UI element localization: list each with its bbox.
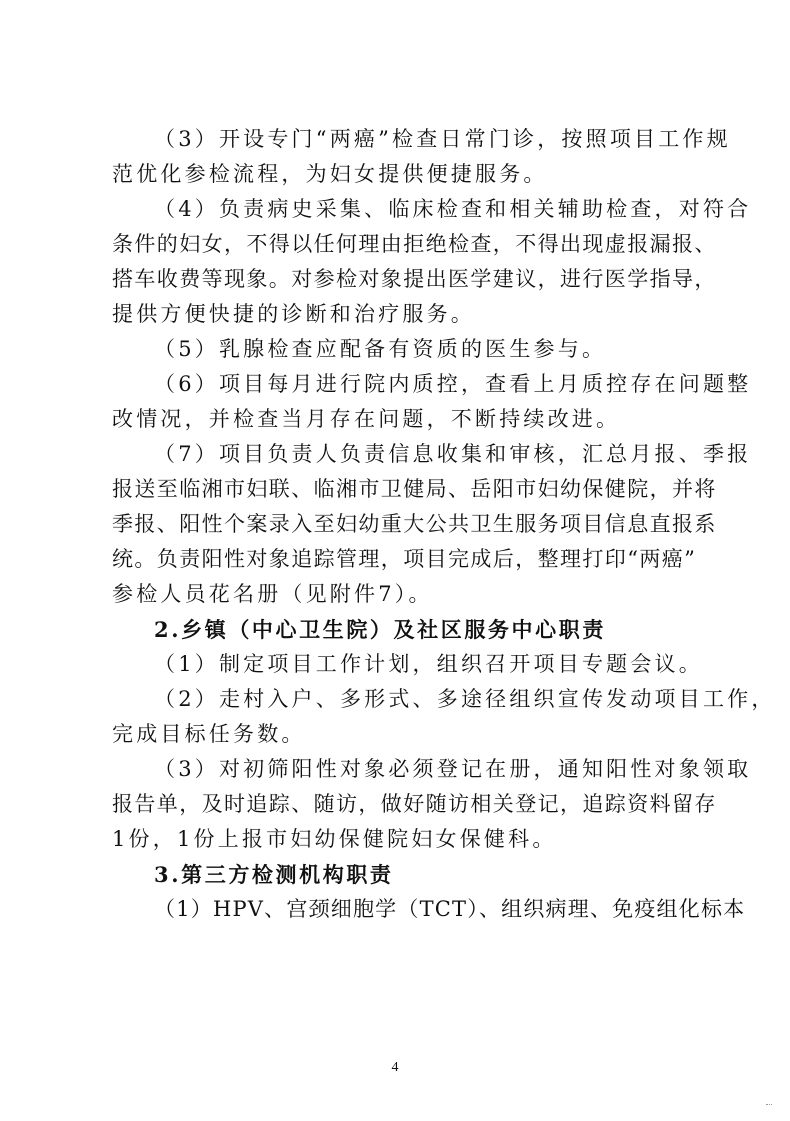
text-line: 完成目标任务数。 [112, 722, 306, 746]
text-line: 条件的妇女，不得以任何理由拒绝检查，不得出现虚报漏报、 [112, 232, 717, 256]
text-line: 统。负责阳性对象追踪管理，项目完成后，整理打印“两癌” [112, 547, 697, 571]
text-line: （1）HPV、宫颈细胞学（TCT）、组织病理、免疫组化标本 [154, 897, 746, 921]
text-line: 范优化参检流程，为妇女提供便捷服务。 [112, 162, 548, 186]
text-line: （5）乳腺检查应配备有资质的医生参与。 [154, 337, 607, 361]
page-number: 4 [391, 1060, 399, 1075]
text-line: 季报、阳性个案录入至妇幼重大公共卫生服务项目信息直报系 [112, 512, 717, 536]
text-line: 1份，1份上报市妇幼保健院妇女保健科。 [112, 827, 557, 851]
section-heading: 3.第三方检测机构职责 [154, 862, 394, 887]
text-line: （6）项目每月进行院内质控，查看上月质控存在问题整 [154, 372, 752, 396]
text-line: 报送至临湘市妇联、临湘市卫健局、岳阳市妇幼保健院，并将 [112, 477, 717, 501]
section-heading: 2.乡镇（中心卫生院）及社区服务中心职责 [154, 617, 606, 642]
text-line: （1）制定项目工作计划，组织召开项目专题会议。 [154, 652, 703, 676]
text-line: 改情况，并检查当月存在问题，不断持续改进。 [112, 407, 621, 431]
text-line: （4）负责病史采集、临床检查和相关辅助检查，对符合 [154, 197, 752, 221]
text-line: （3）开设专门“两癌”检查日常门诊，按照项目工作规 [154, 127, 731, 151]
text-line: （2）走村入户、多形式、多途径组织宣传发动项目工作， [154, 687, 776, 711]
document-body [112, 122, 776, 927]
text-line: （7）项目负责人负责信息收集和审核，汇总月报、季报 [154, 442, 752, 466]
text-line: 提供方便快捷的诊断和治疗服务。 [112, 302, 475, 326]
text-line: （3）对初筛阳性对象必须登记在册，通知阳性对象领取 [154, 757, 752, 781]
text-line: 报告单，及时追踪、随访，做好随访相关登记，追踪资料留存 [112, 792, 717, 816]
text-line: 搭车收费等现象。对参检对象提出医学建议，进行医学指导， [112, 267, 717, 291]
text-line: 参检人员花名册（见附件7）。 [112, 582, 433, 606]
scan-artifact [766, 1104, 772, 1108]
